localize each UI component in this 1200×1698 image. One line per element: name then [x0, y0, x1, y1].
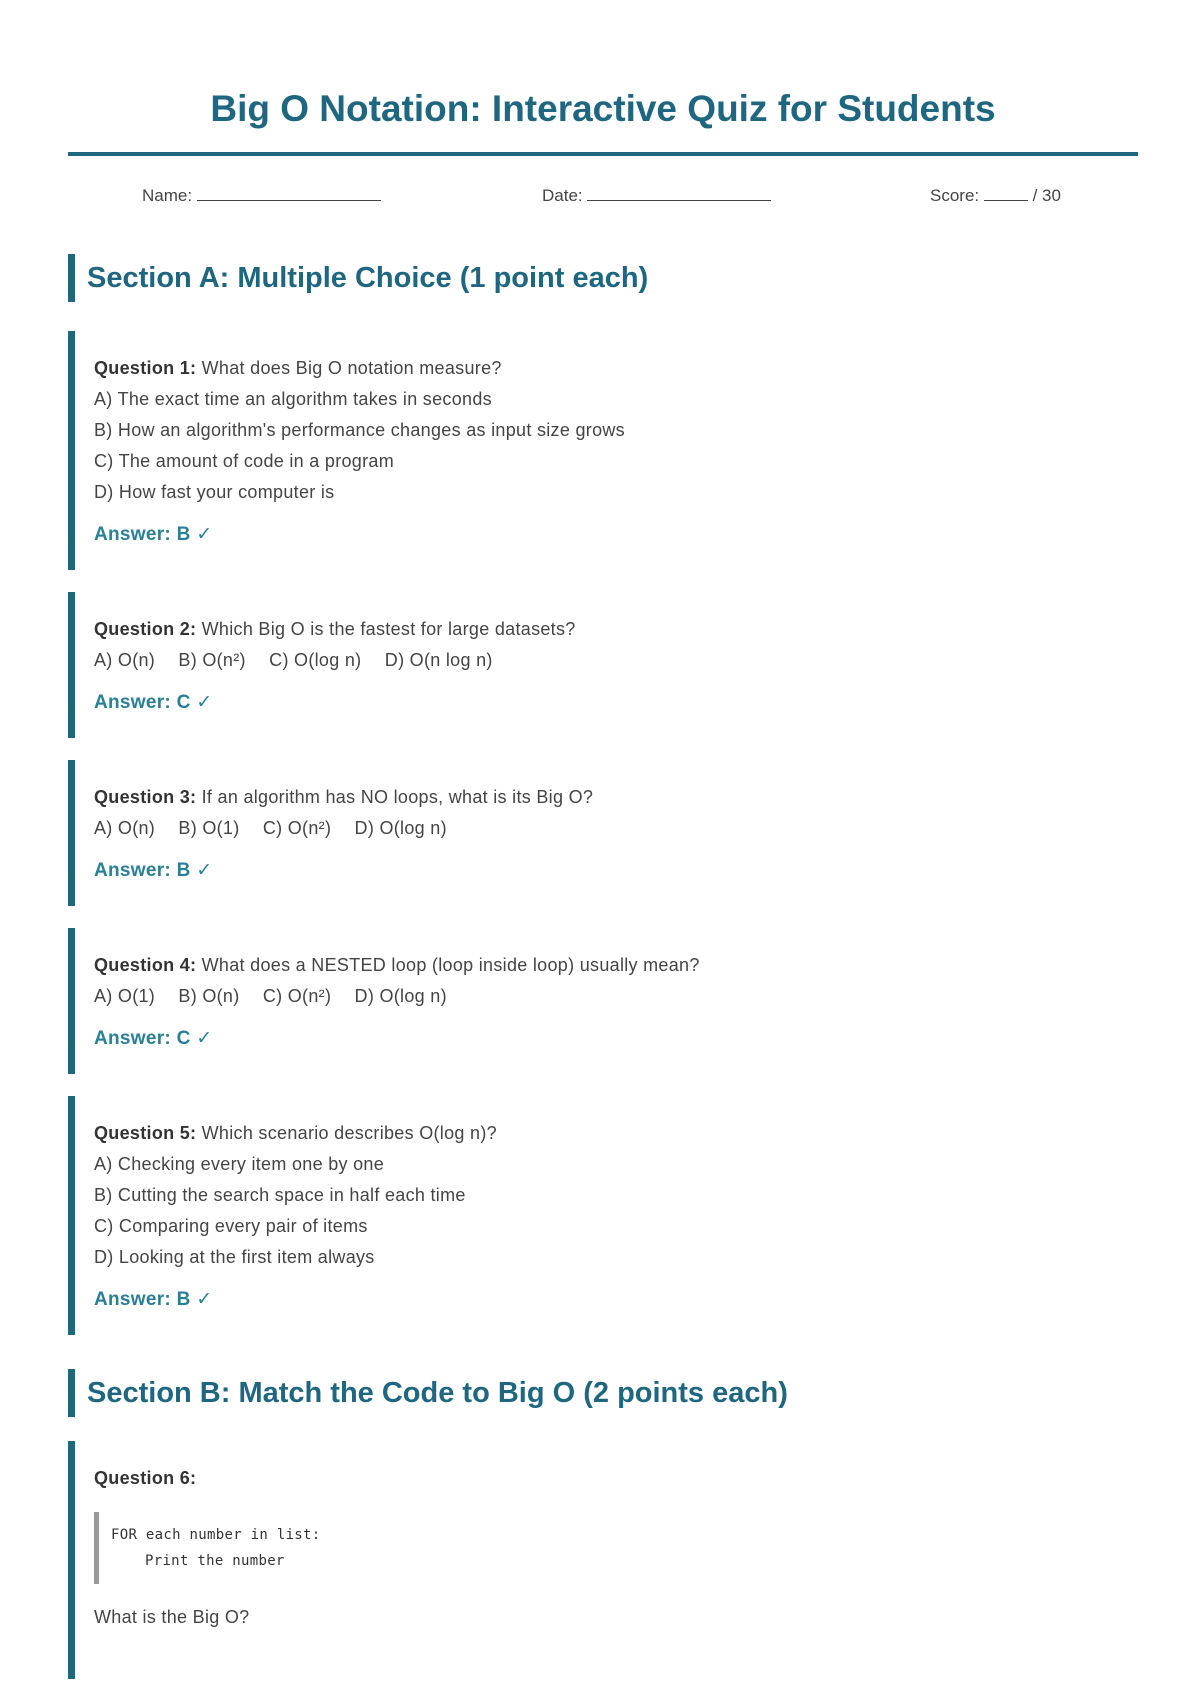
options-row — [94, 981, 1138, 1012]
question-5 — [68, 1096, 1138, 1335]
question-3 — [68, 760, 1138, 906]
question-text: Which Big O is the fastest for large datasets? — [201, 619, 576, 639]
question-text: Which scenario describes O(log n)? — [201, 1123, 497, 1143]
student-info-row — [68, 184, 1138, 214]
name-blank[interactable] — [197, 184, 381, 201]
option-a[interactable]: A) O(n) — [94, 818, 156, 838]
question-4 — [68, 928, 1138, 1074]
option-c[interactable]: C) O(n²) — [262, 986, 332, 1006]
answer-key: Answer: B ✓ — [94, 1289, 213, 1310]
question-4-prompt — [94, 950, 1138, 981]
page-title: Big O Notation: Interactive Quiz for Students — [210, 88, 996, 129]
option-c[interactable]: C) The amount of code in a program — [94, 451, 395, 471]
question-text: What does Big O notation measure? — [201, 358, 502, 378]
answer-key: Answer: B ✓ — [94, 524, 213, 545]
question-3-prompt — [94, 782, 1138, 813]
option-b[interactable]: B) Cutting the search space in half each time — [94, 1185, 466, 1205]
answer-key: Answer: C ✓ — [94, 1028, 213, 1049]
question-5-prompt — [94, 1118, 1138, 1149]
option-a[interactable]: A) O(1) — [94, 986, 156, 1006]
date-label: Date: — [542, 186, 583, 205]
question-text: What is the Big O? — [94, 1607, 250, 1627]
code-snippet — [94, 1512, 1138, 1584]
code-line: Print the number — [145, 1553, 285, 1569]
name-label: Name: — [142, 186, 193, 205]
question-label: Question 5: — [94, 1123, 197, 1143]
question-text: What does a NESTED loop (loop inside loop) usually mean? — [201, 955, 700, 975]
section-b-heading: Section B: Match the Code to Big O (2 points each) — [68, 1369, 1138, 1417]
question-label: Question 2: — [94, 619, 197, 639]
option-d[interactable]: D) O(n log n) — [384, 650, 493, 670]
option-b[interactable]: B) How an algorithm's performance changes as input size grows — [94, 420, 625, 440]
question-label: Question 4: — [94, 955, 197, 975]
question-1-prompt — [94, 353, 1138, 384]
option-b[interactable]: B) O(n) — [178, 986, 240, 1006]
option-c[interactable]: C) O(n²) — [262, 818, 332, 838]
answer-key: Answer: B ✓ — [94, 860, 213, 881]
option-c[interactable]: C) Comparing every pair of items — [94, 1216, 368, 1236]
quiz-page — [68, 0, 1138, 1679]
score-blank[interactable] — [984, 184, 1028, 201]
name-field[interactable] — [142, 184, 381, 206]
code-line: FOR each number in list: — [111, 1527, 321, 1543]
question-6 — [68, 1441, 1138, 1679]
option-d[interactable]: D) How fast your computer is — [94, 482, 335, 502]
question-text: If an algorithm has NO loops, what is its Big O? — [201, 787, 594, 807]
title-divider — [68, 152, 1138, 156]
option-d[interactable]: D) Looking at the first item always — [94, 1247, 375, 1267]
option-d[interactable]: D) O(log n) — [354, 986, 447, 1006]
question-label: Question 1: — [94, 358, 197, 378]
option-b[interactable]: B) O(1) — [178, 818, 240, 838]
date-field[interactable] — [542, 184, 771, 206]
option-d[interactable]: D) O(log n) — [354, 818, 447, 838]
answer-key: Answer: C ✓ — [94, 692, 213, 713]
question-label: Question 3: — [94, 787, 197, 807]
option-a[interactable]: A) Checking every item one by one — [94, 1154, 385, 1174]
date-blank[interactable] — [587, 184, 771, 201]
option-a[interactable]: A) The exact time an algorithm takes in seconds — [94, 389, 492, 409]
options-row — [94, 645, 1138, 676]
option-c[interactable]: C) O(log n) — [269, 650, 362, 670]
option-a[interactable]: A) O(n) — [94, 650, 156, 670]
question-2 — [68, 592, 1138, 738]
score-field[interactable] — [930, 184, 1061, 206]
question-2-prompt — [94, 614, 1138, 645]
section-a-heading: Section A: Multiple Choice (1 point each) — [68, 254, 1138, 302]
question-1 — [68, 331, 1138, 570]
question-label: Question 6: — [94, 1468, 197, 1488]
score-total: / 30 — [1032, 186, 1061, 205]
options-row — [94, 813, 1138, 844]
question-6-prompt — [94, 1463, 1138, 1494]
option-b[interactable]: B) O(n²) — [178, 650, 246, 670]
score-label: Score: — [930, 186, 980, 205]
